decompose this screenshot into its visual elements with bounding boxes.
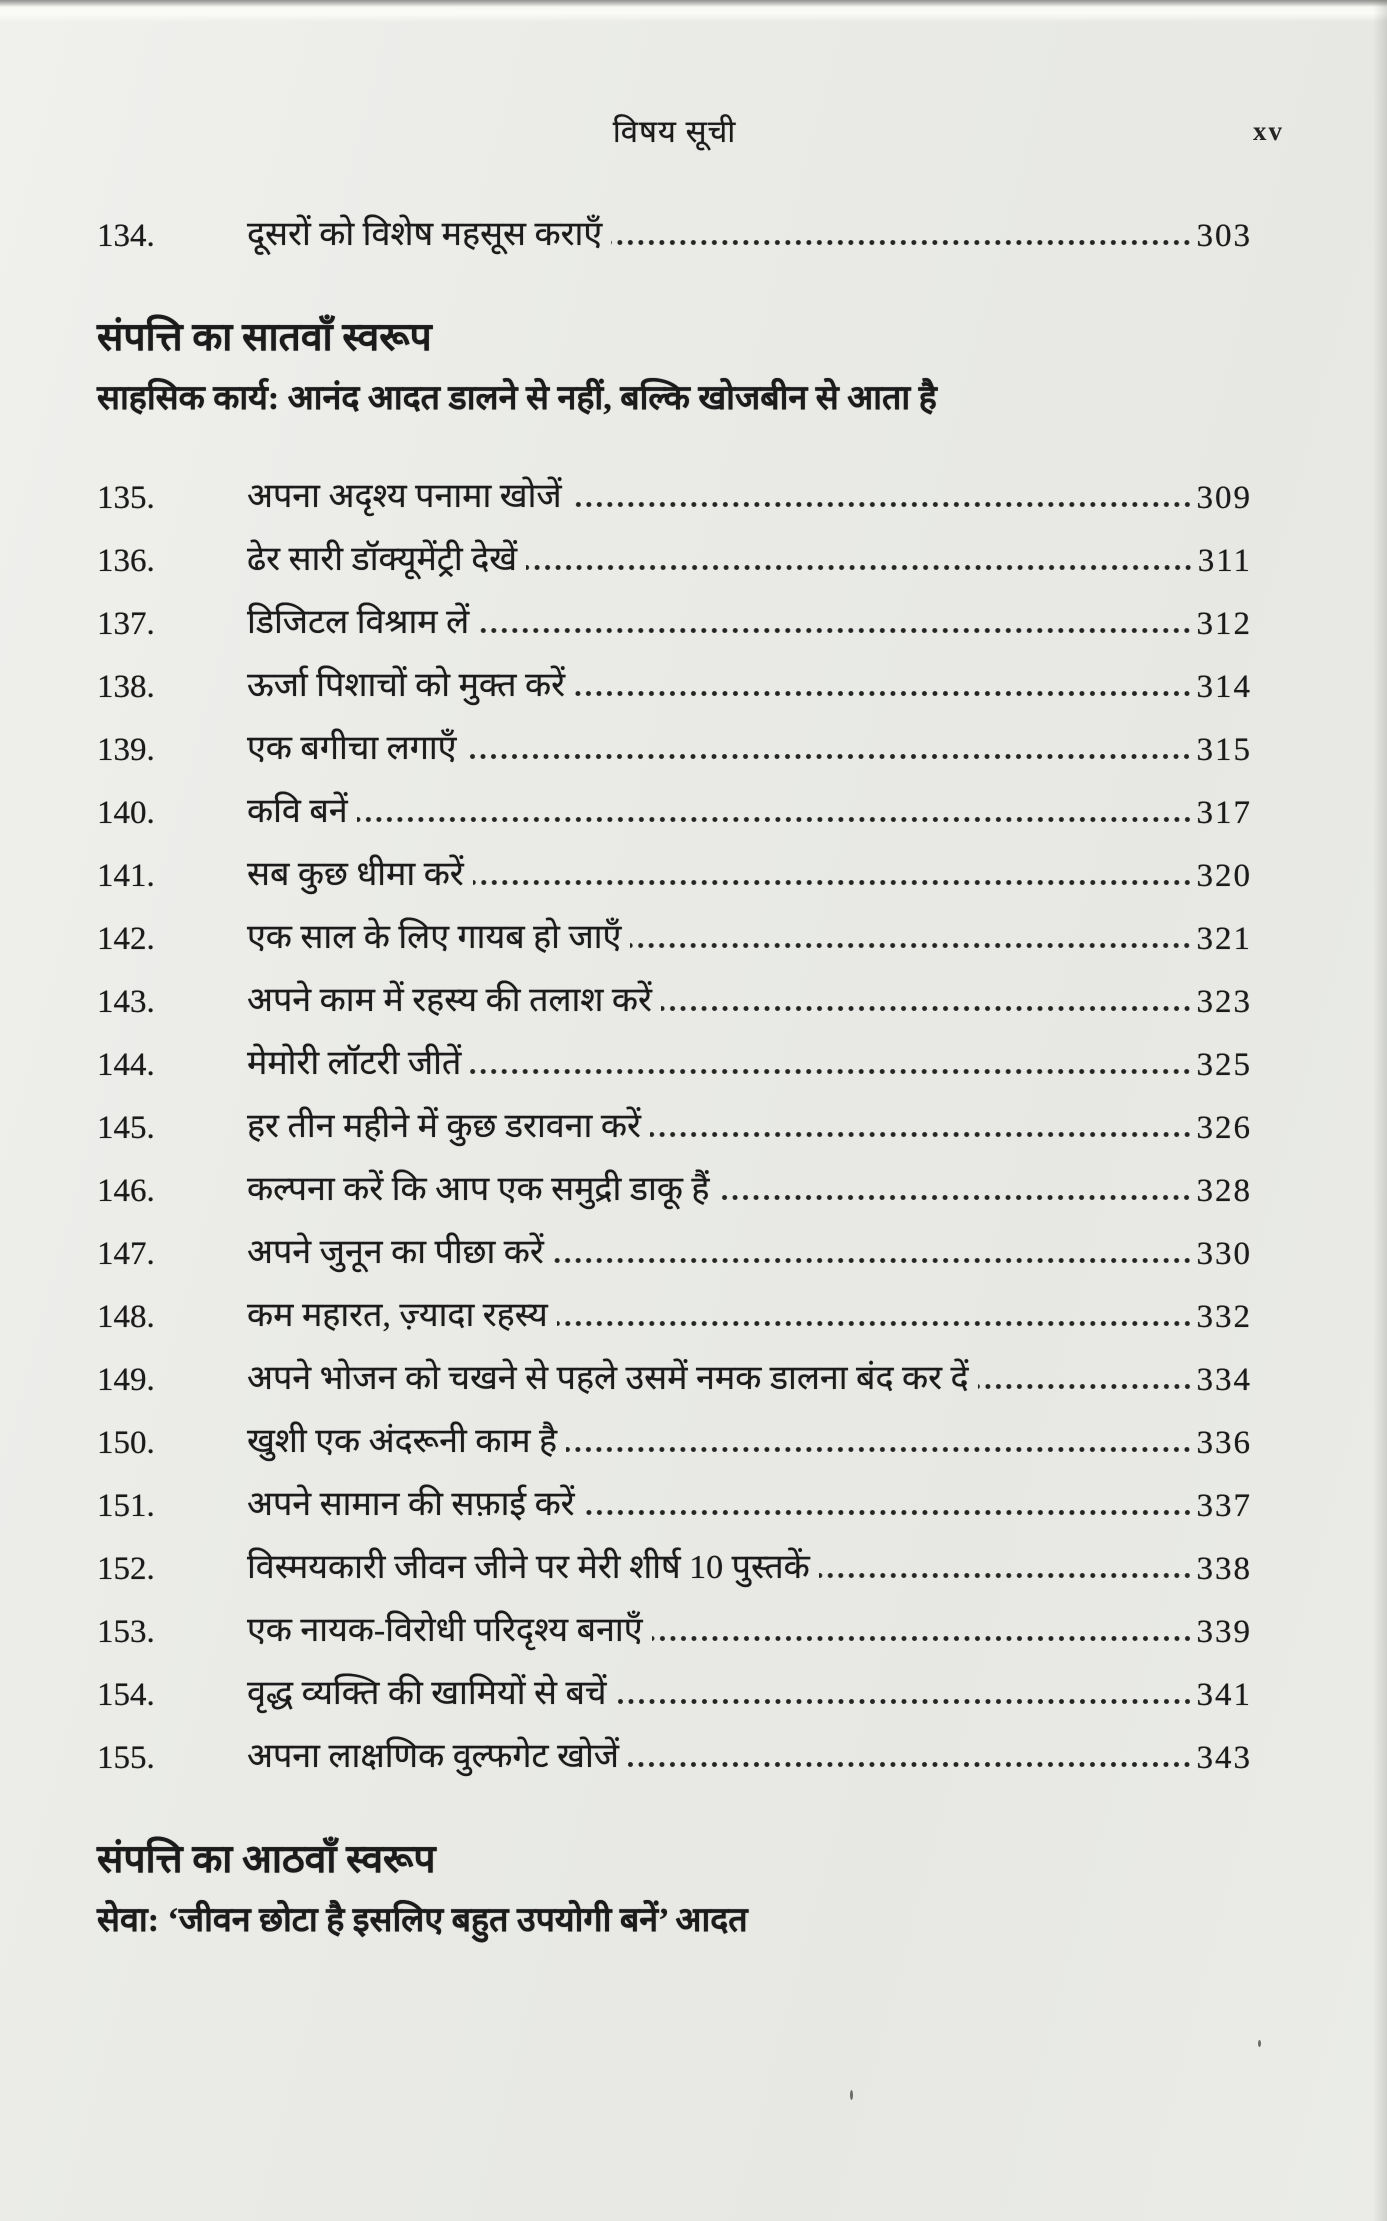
toc-entry: [97, 1279, 1252, 1342]
toc-entry-number: 134.: [97, 217, 155, 254]
folio-page-number: xv: [1253, 116, 1284, 146]
leader-dots: [978, 1382, 1194, 1391]
toc-entry-number: 150.: [97, 1425, 155, 1461]
toc-entry-title: अपना अदृश्य पनामा खोजें: [247, 478, 562, 516]
toc-entry-number: 147.: [97, 1236, 155, 1272]
toc-entry: [97, 1090, 1252, 1153]
leader-dots: [571, 500, 1194, 509]
section-heading: संपत्ति का सातवाँ स्वरूप: [97, 316, 432, 359]
toc-entry-number: 146.: [97, 1173, 155, 1209]
leader-dots: [819, 1571, 1194, 1580]
toc-entry-number: 139.: [97, 732, 155, 768]
toc-entry-title: डिजिटल विश्राम लें: [247, 604, 470, 642]
toc-entry: [97, 1468, 1252, 1531]
toc-entry: [97, 838, 1252, 901]
leader-dots: [465, 752, 1193, 761]
leader-dots: [650, 1130, 1194, 1139]
leader-dots: [566, 1445, 1193, 1454]
toc-entry-title: एक बगीचा लगाएँ: [247, 730, 457, 768]
toc-entry-title: हर तीन महीने में कुछ डरावना करें: [247, 1108, 641, 1146]
toc-entry-page: 311: [1197, 543, 1252, 579]
toc-entry-page: 321: [1196, 921, 1252, 957]
leader-dots: [718, 1193, 1193, 1202]
toc-entry-title: वृद्ध व्यक्ति की खामियों से बचें: [247, 1675, 607, 1713]
toc-entry-page: 315: [1196, 732, 1252, 768]
leader-dots: [628, 1760, 1193, 1769]
leader-dots: [357, 815, 1194, 824]
toc-entry-title: एक नायक-विरोधी परिदृश्य बनाएँ: [247, 1612, 643, 1650]
toc-entry-title: ऊर्जा पिशाचों को मुक्त करें: [247, 667, 566, 705]
toc-entry-page: 320: [1196, 858, 1252, 894]
toc-entry: [97, 1657, 1252, 1720]
toc-entry: [97, 1594, 1252, 1657]
leader-dots: [473, 878, 1194, 887]
toc-entry-page: 323: [1196, 984, 1252, 1020]
leader-dots: [652, 1634, 1194, 1643]
toc-entry-title: अपने काम में रहस्य की तलाश करें: [247, 982, 652, 1020]
leader-dots: [661, 1004, 1194, 1013]
toc-entry-number: 136.: [97, 543, 155, 579]
toc-entry-number: 153.: [97, 1614, 155, 1650]
section-heading: संपत्ति का आठवाँ स्वरूप: [97, 1838, 436, 1882]
leader-dots: [630, 941, 1193, 950]
toc-entry: [97, 712, 1252, 775]
toc-entry: [97, 1027, 1252, 1090]
leader-dots: [553, 1256, 1194, 1265]
toc-entry-page: 325: [1196, 1047, 1252, 1083]
toc-entry-title: विस्मयकारी जीवन जीने पर मेरी शीर्ष 10 पुस्तकें: [247, 1549, 810, 1587]
toc-entry-title: अपने भोजन को चखने से पहले उसमें नमक डालना बंद कर दें: [247, 1360, 969, 1398]
toc-entry: [97, 1720, 1252, 1783]
page-header: [97, 0, 1284, 152]
toc-entry-page: 309: [1196, 480, 1252, 516]
toc-entry-title: कम महारत, ज़्यादा रहस्य: [247, 1297, 548, 1335]
toc-entry-title: अपने सामान की सफ़ाई करें: [247, 1486, 575, 1524]
toc-entry-number: 151.: [97, 1488, 155, 1524]
toc-entry-page: 332: [1196, 1299, 1252, 1335]
toc-entry-number: 155.: [97, 1740, 155, 1776]
leader-dots: [584, 1508, 1194, 1517]
toc-entry: [97, 523, 1252, 586]
toc-entry: [97, 901, 1252, 964]
toc-entry-page: 312: [1196, 606, 1252, 642]
leader-dots: [574, 689, 1193, 698]
toc-entry-page: 336: [1196, 1425, 1252, 1461]
toc-entry-number: 154.: [97, 1677, 155, 1713]
toc-entry-page: 341: [1196, 1677, 1252, 1713]
toc-entry-number: 142.: [97, 921, 155, 957]
toc-entry-number: 143.: [97, 984, 155, 1020]
toc-entry-page: 330: [1196, 1236, 1252, 1272]
toc-entry-page: 334: [1196, 1362, 1252, 1398]
page-content: [97, 0, 1284, 1983]
page-right-edge: [1373, 0, 1387, 2221]
leader-dots: [478, 626, 1193, 635]
toc-entry-title: सब कुछ धीमा करें: [247, 856, 464, 894]
toc-entry: [97, 775, 1252, 838]
toc-entry: [97, 649, 1252, 712]
toc-entry: [97, 1405, 1252, 1468]
scan-speck: [1258, 2040, 1261, 2047]
leader-dots: [616, 1697, 1194, 1706]
toc-entry-title: खुशी एक अंदरूनी काम है: [247, 1423, 558, 1461]
toc-entry-page: 343: [1196, 1740, 1252, 1776]
running-head-title: विषय सूची: [612, 114, 737, 149]
scan-speck: [850, 2090, 853, 2100]
toc-entry-page: 337: [1196, 1488, 1252, 1524]
toc-entry: [97, 1531, 1252, 1594]
toc-entry-number: 141.: [97, 858, 155, 894]
leader-dots: [611, 238, 1193, 247]
toc-entry-title: एक साल के लिए गायब हो जाएँ: [247, 919, 622, 957]
toc-entry-number: 144.: [97, 1047, 155, 1083]
toc-entry-title: अपने जुनून का पीछा करें: [247, 1234, 544, 1272]
toc-entry-number: 140.: [97, 795, 155, 831]
toc-entry-title: कल्पना करें कि आप एक समुद्री डाकू हैं: [247, 1171, 710, 1209]
toc-entry: [97, 1342, 1252, 1405]
section-subtitle: साहसिक कार्य: आनंद आदत डालने से नहीं, बल्कि खोजबीन से आता है: [97, 379, 937, 417]
toc-entry-title: अपना लाक्षणिक वुल्फगेट खोजें: [247, 1738, 620, 1776]
toc-entry-page: 314: [1196, 669, 1252, 705]
toc-entry-page: 339: [1196, 1614, 1252, 1650]
toc-entry-title: मेमोरी लॉटरी जीतें: [247, 1045, 462, 1083]
toc-section: [97, 1837, 1252, 1942]
toc-entry-number: 138.: [97, 669, 155, 705]
section-subtitle: सेवा: ‘जीवन छोटा है इसलिए बहुत उपयोगी बनें’ आदत: [97, 1902, 748, 1940]
toc-entry-page: 328: [1196, 1173, 1252, 1209]
toc-entry: [97, 460, 1252, 523]
toc-entry: [97, 1153, 1252, 1216]
toc-entry: [97, 1216, 1252, 1279]
toc-entry-number: 145.: [97, 1110, 155, 1146]
toc-entry-page: 303: [1196, 217, 1252, 254]
toc-entry-title: दूसरों को विशेष महसूस कराएँ: [247, 215, 603, 253]
toc-entry-page: 326: [1196, 1110, 1252, 1146]
toc-entry-title: ढेर सारी डॉक्यूमेंट्री देखें: [247, 541, 518, 579]
toc-entry: [97, 964, 1252, 1027]
leader-dots: [470, 1067, 1193, 1076]
toc-section: [97, 315, 1252, 420]
toc-entry: [97, 586, 1252, 649]
toc-entry-number: 152.: [97, 1551, 155, 1587]
toc-entry-number: 149.: [97, 1362, 155, 1398]
leader-dots: [557, 1319, 1194, 1328]
toc-blocks: [97, 198, 1252, 1943]
toc-entry-number: 135.: [97, 480, 155, 516]
toc-entry-number: 148.: [97, 1299, 155, 1335]
toc-entry-title: कवि बनें: [247, 793, 348, 831]
leader-dots: [526, 563, 1195, 572]
toc-entry-number: 137.: [97, 606, 155, 642]
toc-entry: [97, 198, 1252, 261]
toc-entry-page: 338: [1196, 1551, 1252, 1587]
toc-entry-page: 317: [1196, 795, 1252, 831]
